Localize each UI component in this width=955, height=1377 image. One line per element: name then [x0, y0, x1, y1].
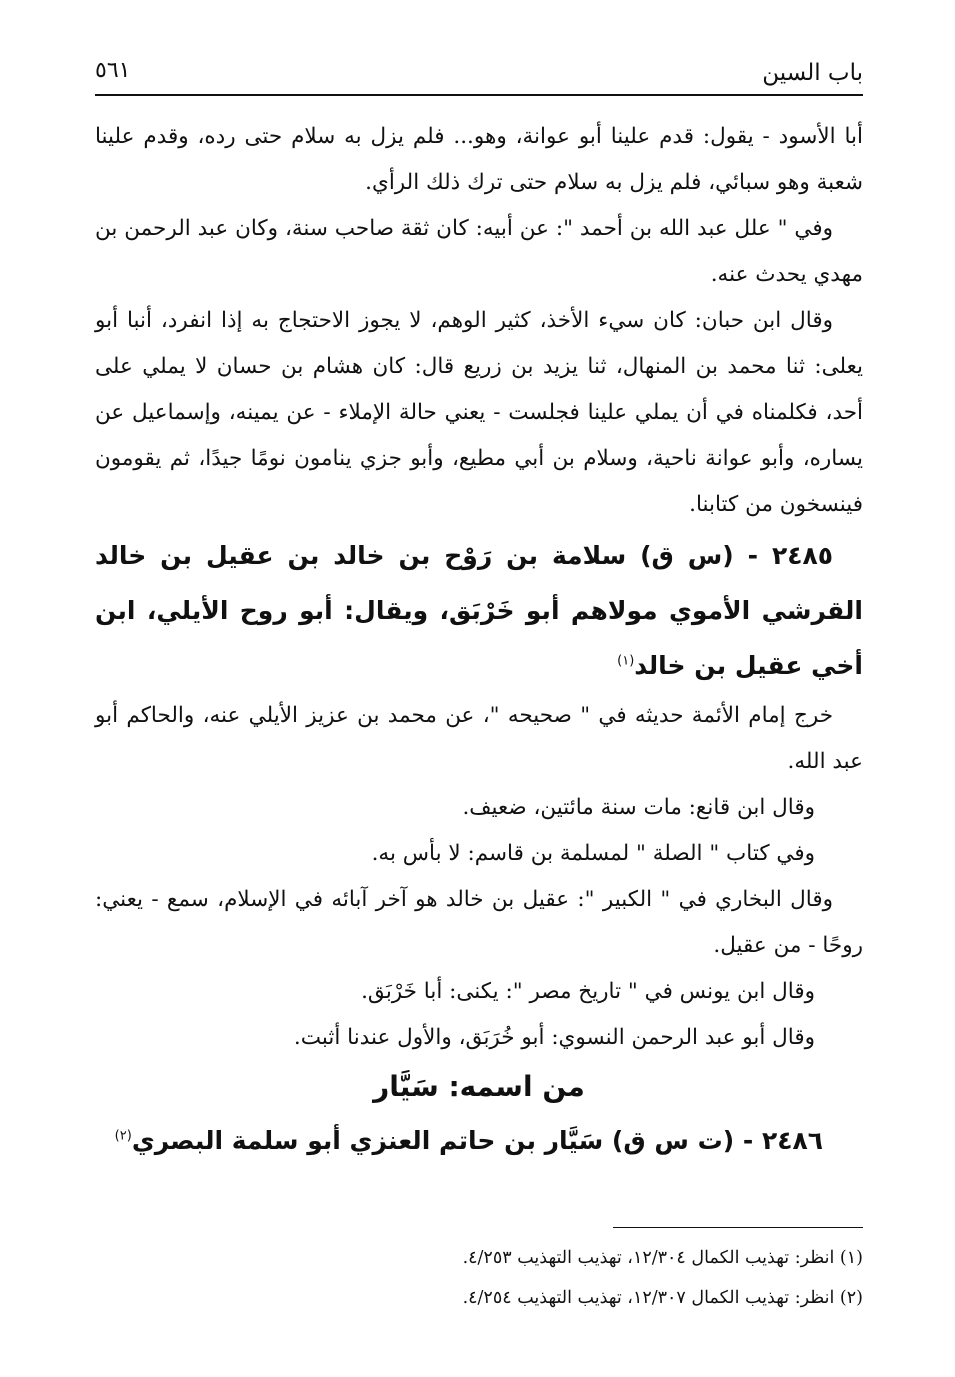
paragraph-ibn-qani: وقال ابن قانع: مات سنة مائتين، ضعيف.: [462, 795, 815, 820]
paragraph-ibn-yunus: وقال ابن يونس في " تاريخ مصر ": يكنى: أبا خَرْبَق.: [361, 979, 815, 1004]
footnotes: [95, 1238, 863, 1318]
book-page: [95, 50, 863, 1350]
page-number: ٥٦١: [95, 58, 131, 83]
paragraph-bukhari: وقال البخاري في " الكبير ": عقيل بن خالد هو آخر آبائه في الإسلام، سمع - يعني: روحًا - من عقيل.: [95, 887, 863, 958]
entry-heading-text: ٢٤٨٦ - (ت س ق) سَيَّار بن حاتم العنزي أبو سلمة البصري: [131, 1126, 823, 1155]
footnote-2: (٢) انظر: تهذيب الكمال ١٢/٣٠٧، تهذيب التهذيب ٤/٢٥٤.: [462, 1288, 863, 1308]
footnote-1: (١) انظر: تهذيب الكمال ١٢/٣٠٤، تهذيب التهذيب ٤/٢٥٣.: [462, 1248, 863, 1268]
footnote-ref-1: (١): [617, 653, 635, 669]
paragraph-sahih: خرج إمام الأئمة حديثه في " صحيحه "، عن محمد بن عزيز الأيلي عنه، والحاكم أبو عبد الله.: [95, 703, 863, 774]
paragraph-continuation: أبا الأسود - يقول: قدم علينا أبو عوانة، وهو... فلم يزل به سلام حتى رده، وقدم علينا شعبة وهو سبائي، فلم يزل به سلام حتى ترك ذلك الرأي.: [95, 124, 863, 195]
footnote-ref-2: (٢): [114, 1128, 132, 1144]
paragraph-nasawi: وقال أبو عبد الرحمن النسوي: أبو خُرَبَق، والأول عندنا أثبت.: [293, 1025, 815, 1050]
entry-heading-text: ٢٤٨٥ - (س ق) سلامة بن رَوْح بن خالد بن عقيل بن خالد القرشي الأموي مولاهم أبو خَرْبَق، ويقال: أبو روح الأيلي، ابن أخي عقيل بن خالد: [95, 541, 863, 680]
paragraph-sila: وفي كتاب " الصلة " لمسلمة بن قاسم: لا بأس به.: [371, 841, 815, 866]
footnote-divider: [613, 1227, 863, 1228]
page-body: [95, 114, 863, 1169]
paragraph-ibn-hibban: وقال ابن حبان: كان سيء الأخذ، كثير الوهم، لا يجوز الاحتجاج به إذا انفرد، أنبا أبو يعلى: ثنا محمد بن المنهال، ثنا يزيد بن زريع قال: كان هشام بن حسان لا يملي على أحد، فكلمناه في أن يملي علينا فجلست - يعني حالة الإملاء - عن يمينه، وإسماعيل عن يساره، وأبو عوانة ناحية، وسلام بن أبي مطيع، وأبو جزي ينامون نومًا جيدًا، ثم يقومون فينسخون من كتابنا.: [95, 308, 863, 517]
running-header: [95, 50, 863, 96]
section-title: من اسمه: سَيَّار: [373, 1070, 585, 1103]
paragraph-ilal: وفي " علل عبد الله بن أحمد ": عن أبيه: كان ثقة صاحب سنة، وكان عبد الرحمن بن مهدي يحدث عنه.: [95, 216, 863, 287]
entry-heading-2485: [95, 528, 863, 693]
entry-heading-2486: [95, 1113, 863, 1169]
chapter-title: باب السين: [762, 60, 863, 86]
